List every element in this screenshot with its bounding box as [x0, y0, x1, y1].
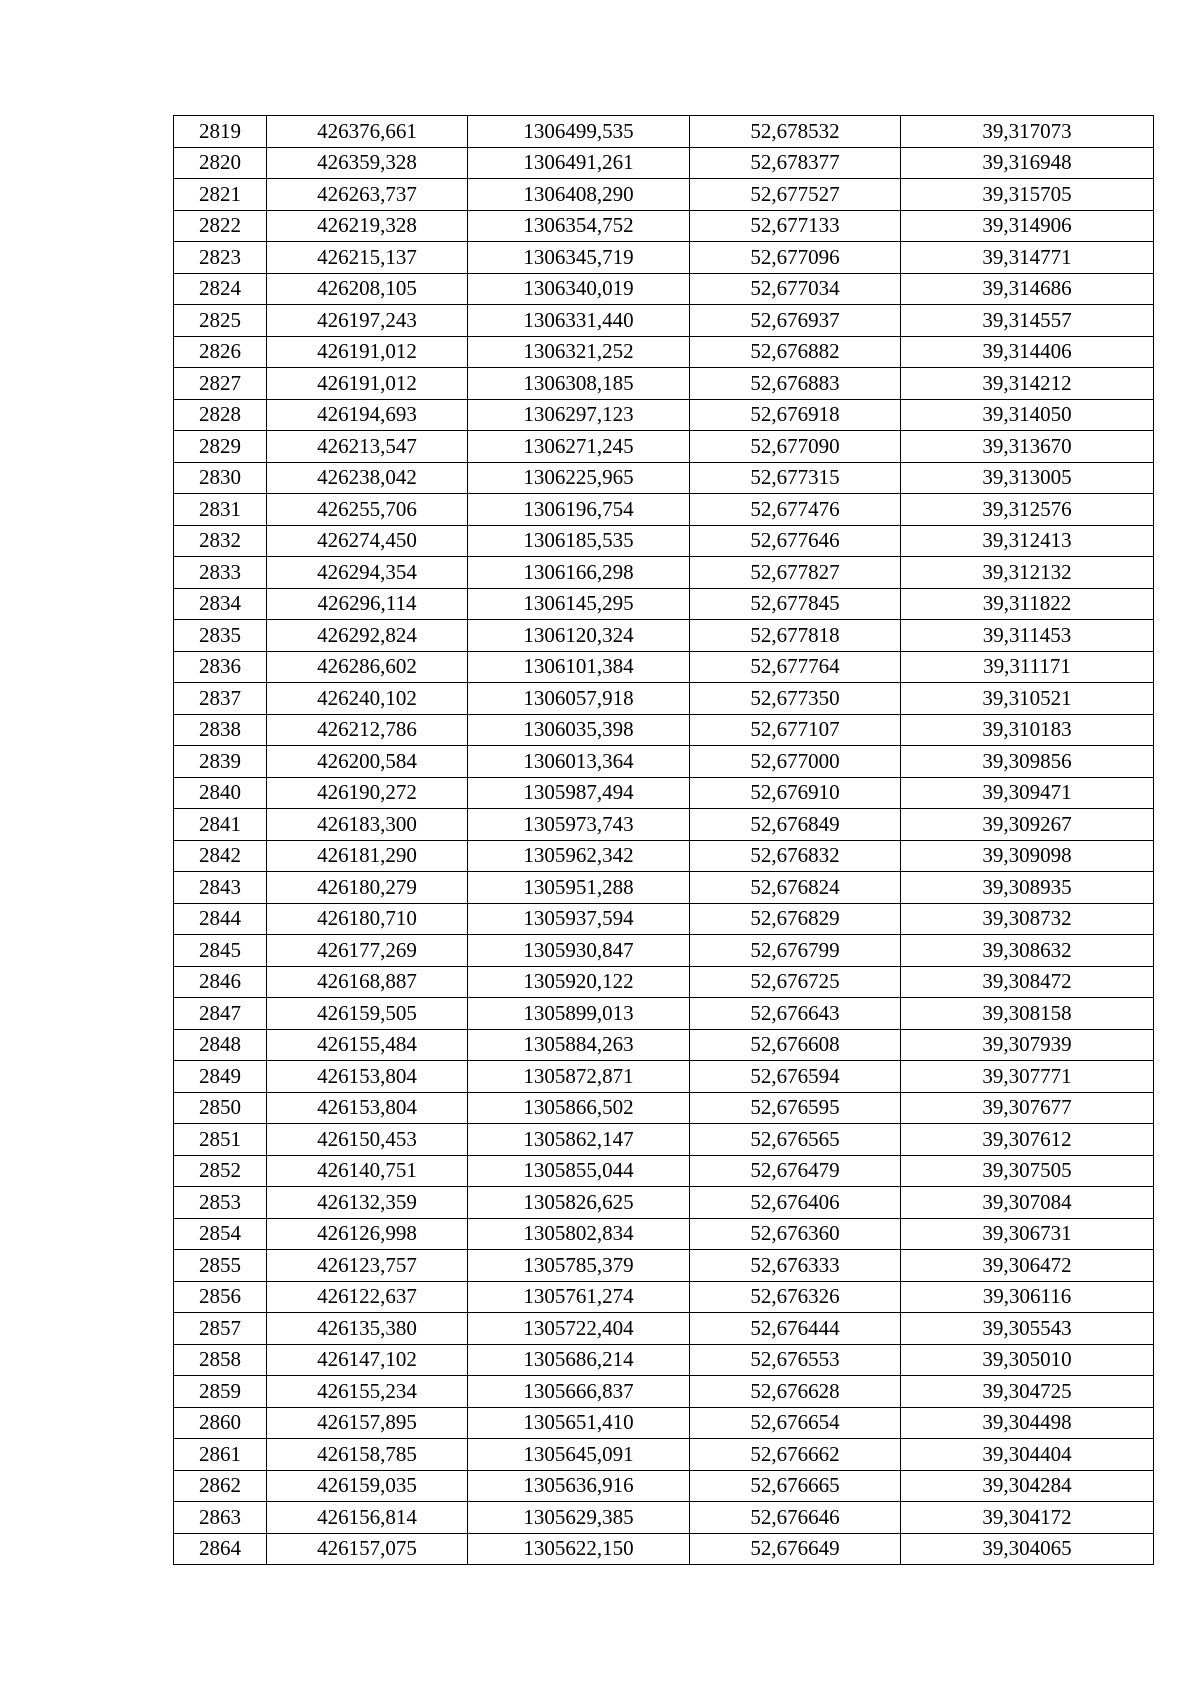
longitude-cell: 39,312413	[901, 525, 1154, 557]
y-coordinate-cell: 1306145,295	[468, 588, 690, 620]
latitude-cell: 52,678532	[690, 116, 901, 148]
point-number-cell: 2849	[174, 1061, 267, 1093]
y-coordinate-cell: 1305636,916	[468, 1470, 690, 1502]
x-coordinate-cell: 426212,786	[267, 714, 468, 746]
x-coordinate-cell: 426158,785	[267, 1439, 468, 1471]
latitude-cell: 52,676326	[690, 1281, 901, 1313]
x-coordinate-cell: 426132,359	[267, 1187, 468, 1219]
point-number-cell: 2852	[174, 1155, 267, 1187]
point-number-cell: 2846	[174, 966, 267, 998]
table-row	[174, 399, 1154, 431]
table-row	[174, 116, 1154, 148]
table-row	[174, 1029, 1154, 1061]
longitude-cell: 39,307612	[901, 1124, 1154, 1156]
latitude-cell: 52,677034	[690, 273, 901, 305]
x-coordinate-cell: 426153,804	[267, 1061, 468, 1093]
latitude-cell: 52,677096	[690, 242, 901, 274]
x-coordinate-cell: 426292,824	[267, 620, 468, 652]
latitude-cell: 52,676824	[690, 872, 901, 904]
longitude-cell: 39,315705	[901, 179, 1154, 211]
point-number-cell: 2848	[174, 1029, 267, 1061]
y-coordinate-cell: 1305666,837	[468, 1376, 690, 1408]
y-coordinate-cell: 1305686,214	[468, 1344, 690, 1376]
table-row	[174, 683, 1154, 715]
table-row	[174, 336, 1154, 368]
y-coordinate-cell: 1306057,918	[468, 683, 690, 715]
x-coordinate-cell: 426122,637	[267, 1281, 468, 1313]
longitude-cell: 39,307939	[901, 1029, 1154, 1061]
point-number-cell: 2830	[174, 462, 267, 494]
x-coordinate-cell: 426157,895	[267, 1407, 468, 1439]
longitude-cell: 39,304284	[901, 1470, 1154, 1502]
y-coordinate-cell: 1306166,298	[468, 557, 690, 589]
y-coordinate-cell: 1305862,147	[468, 1124, 690, 1156]
table-row	[174, 588, 1154, 620]
longitude-cell: 39,304725	[901, 1376, 1154, 1408]
table-row	[174, 935, 1154, 967]
latitude-cell: 52,676553	[690, 1344, 901, 1376]
longitude-cell: 39,304172	[901, 1502, 1154, 1534]
table-row	[174, 1407, 1154, 1439]
latitude-cell: 52,676565	[690, 1124, 901, 1156]
latitude-cell: 52,676595	[690, 1092, 901, 1124]
point-number-cell: 2851	[174, 1124, 267, 1156]
latitude-cell: 52,676918	[690, 399, 901, 431]
x-coordinate-cell: 426255,706	[267, 494, 468, 526]
point-number-cell: 2826	[174, 336, 267, 368]
x-coordinate-cell: 426376,661	[267, 116, 468, 148]
point-number-cell: 2824	[174, 273, 267, 305]
latitude-cell: 52,676594	[690, 1061, 901, 1093]
y-coordinate-cell: 1305951,288	[468, 872, 690, 904]
y-coordinate-cell: 1306345,719	[468, 242, 690, 274]
y-coordinate-cell: 1305962,342	[468, 840, 690, 872]
x-coordinate-cell: 426147,102	[267, 1344, 468, 1376]
point-number-cell: 2861	[174, 1439, 267, 1471]
longitude-cell: 39,314906	[901, 210, 1154, 242]
table-row	[174, 431, 1154, 463]
x-coordinate-cell: 426190,272	[267, 777, 468, 809]
point-number-cell: 2822	[174, 210, 267, 242]
table-row	[174, 620, 1154, 652]
longitude-cell: 39,307084	[901, 1187, 1154, 1219]
latitude-cell: 52,676360	[690, 1218, 901, 1250]
x-coordinate-cell: 426153,804	[267, 1092, 468, 1124]
x-coordinate-cell: 426157,075	[267, 1533, 468, 1565]
y-coordinate-cell: 1306013,364	[468, 746, 690, 778]
latitude-cell: 52,676608	[690, 1029, 901, 1061]
longitude-cell: 39,314406	[901, 336, 1154, 368]
point-number-cell: 2839	[174, 746, 267, 778]
latitude-cell: 52,676882	[690, 336, 901, 368]
table-row	[174, 1344, 1154, 1376]
latitude-cell: 52,676832	[690, 840, 901, 872]
longitude-cell: 39,311171	[901, 651, 1154, 683]
y-coordinate-cell: 1305973,743	[468, 809, 690, 841]
y-coordinate-cell: 1306101,384	[468, 651, 690, 683]
table-row	[174, 746, 1154, 778]
point-number-cell: 2858	[174, 1344, 267, 1376]
table-row	[174, 1281, 1154, 1313]
point-number-cell: 2841	[174, 809, 267, 841]
table-row	[174, 1218, 1154, 1250]
coordinates-table-body	[174, 116, 1154, 1565]
point-number-cell: 2823	[174, 242, 267, 274]
point-number-cell: 2825	[174, 305, 267, 337]
point-number-cell: 2844	[174, 903, 267, 935]
point-number-cell: 2819	[174, 116, 267, 148]
table-row	[174, 210, 1154, 242]
table-row	[174, 1470, 1154, 1502]
x-coordinate-cell: 426150,453	[267, 1124, 468, 1156]
y-coordinate-cell: 1305937,594	[468, 903, 690, 935]
x-coordinate-cell: 426155,234	[267, 1376, 468, 1408]
x-coordinate-cell: 426197,243	[267, 305, 468, 337]
y-coordinate-cell: 1306185,535	[468, 525, 690, 557]
y-coordinate-cell: 1306408,290	[468, 179, 690, 211]
table-row	[174, 147, 1154, 179]
longitude-cell: 39,313670	[901, 431, 1154, 463]
longitude-cell: 39,312132	[901, 557, 1154, 589]
point-number-cell: 2833	[174, 557, 267, 589]
longitude-cell: 39,312576	[901, 494, 1154, 526]
point-number-cell: 2835	[174, 620, 267, 652]
latitude-cell: 52,677107	[690, 714, 901, 746]
latitude-cell: 52,676725	[690, 966, 901, 998]
y-coordinate-cell: 1306225,965	[468, 462, 690, 494]
y-coordinate-cell: 1305802,834	[468, 1218, 690, 1250]
x-coordinate-cell: 426181,290	[267, 840, 468, 872]
longitude-cell: 39,307677	[901, 1092, 1154, 1124]
y-coordinate-cell: 1305920,122	[468, 966, 690, 998]
table-row	[174, 1061, 1154, 1093]
x-coordinate-cell: 426180,710	[267, 903, 468, 935]
table-row	[174, 777, 1154, 809]
x-coordinate-cell: 426123,757	[267, 1250, 468, 1282]
longitude-cell: 39,311822	[901, 588, 1154, 620]
longitude-cell: 39,305543	[901, 1313, 1154, 1345]
point-number-cell: 2854	[174, 1218, 267, 1250]
point-number-cell: 2840	[174, 777, 267, 809]
longitude-cell: 39,317073	[901, 116, 1154, 148]
longitude-cell: 39,308472	[901, 966, 1154, 998]
latitude-cell: 52,676829	[690, 903, 901, 935]
latitude-cell: 52,677000	[690, 746, 901, 778]
x-coordinate-cell: 426274,450	[267, 525, 468, 557]
latitude-cell: 52,677818	[690, 620, 901, 652]
y-coordinate-cell: 1305987,494	[468, 777, 690, 809]
point-number-cell: 2859	[174, 1376, 267, 1408]
table-row	[174, 305, 1154, 337]
table-row	[174, 1124, 1154, 1156]
y-coordinate-cell: 1306340,019	[468, 273, 690, 305]
latitude-cell: 52,677646	[690, 525, 901, 557]
latitude-cell: 52,676799	[690, 935, 901, 967]
x-coordinate-cell: 426213,547	[267, 431, 468, 463]
table-row	[174, 1092, 1154, 1124]
point-number-cell: 2842	[174, 840, 267, 872]
table-row	[174, 809, 1154, 841]
coordinates-table	[173, 115, 1154, 1565]
y-coordinate-cell: 1305866,502	[468, 1092, 690, 1124]
y-coordinate-cell: 1305629,385	[468, 1502, 690, 1534]
y-coordinate-cell: 1305884,263	[468, 1029, 690, 1061]
point-number-cell: 2847	[174, 998, 267, 1030]
x-coordinate-cell: 426159,035	[267, 1470, 468, 1502]
x-coordinate-cell: 426126,998	[267, 1218, 468, 1250]
table-row	[174, 525, 1154, 557]
longitude-cell: 39,307505	[901, 1155, 1154, 1187]
longitude-cell: 39,308935	[901, 872, 1154, 904]
point-number-cell: 2843	[174, 872, 267, 904]
y-coordinate-cell: 1306035,398	[468, 714, 690, 746]
x-coordinate-cell: 426215,137	[267, 242, 468, 274]
y-coordinate-cell: 1306271,245	[468, 431, 690, 463]
latitude-cell: 52,676910	[690, 777, 901, 809]
table-row	[174, 273, 1154, 305]
x-coordinate-cell: 426263,737	[267, 179, 468, 211]
x-coordinate-cell: 426156,814	[267, 1502, 468, 1534]
y-coordinate-cell: 1306308,185	[468, 368, 690, 400]
x-coordinate-cell: 426359,328	[267, 147, 468, 179]
table-row	[174, 714, 1154, 746]
latitude-cell: 52,676937	[690, 305, 901, 337]
longitude-cell: 39,310183	[901, 714, 1154, 746]
latitude-cell: 52,676643	[690, 998, 901, 1030]
longitude-cell: 39,309856	[901, 746, 1154, 778]
longitude-cell: 39,310521	[901, 683, 1154, 715]
table-row	[174, 1502, 1154, 1534]
point-number-cell: 2832	[174, 525, 267, 557]
table-row	[174, 998, 1154, 1030]
table-row	[174, 903, 1154, 935]
latitude-cell: 52,676646	[690, 1502, 901, 1534]
latitude-cell: 52,676883	[690, 368, 901, 400]
table-row	[174, 462, 1154, 494]
x-coordinate-cell: 426286,602	[267, 651, 468, 683]
latitude-cell: 52,677133	[690, 210, 901, 242]
latitude-cell: 52,676406	[690, 1187, 901, 1219]
point-number-cell: 2837	[174, 683, 267, 715]
y-coordinate-cell: 1306321,252	[468, 336, 690, 368]
point-number-cell: 2860	[174, 1407, 267, 1439]
longitude-cell: 39,306116	[901, 1281, 1154, 1313]
table-row	[174, 1250, 1154, 1282]
y-coordinate-cell: 1305899,013	[468, 998, 690, 1030]
table-row	[174, 1533, 1154, 1565]
latitude-cell: 52,677827	[690, 557, 901, 589]
x-coordinate-cell: 426200,584	[267, 746, 468, 778]
y-coordinate-cell: 1305930,847	[468, 935, 690, 967]
y-coordinate-cell: 1305761,274	[468, 1281, 690, 1313]
table-row	[174, 1376, 1154, 1408]
point-number-cell: 2821	[174, 179, 267, 211]
x-coordinate-cell: 426238,042	[267, 462, 468, 494]
table-row	[174, 1313, 1154, 1345]
y-coordinate-cell: 1305785,379	[468, 1250, 690, 1282]
longitude-cell: 39,314686	[901, 273, 1154, 305]
table-row	[174, 242, 1154, 274]
x-coordinate-cell: 426191,012	[267, 336, 468, 368]
point-number-cell: 2827	[174, 368, 267, 400]
longitude-cell: 39,306731	[901, 1218, 1154, 1250]
longitude-cell: 39,314050	[901, 399, 1154, 431]
x-coordinate-cell: 426183,300	[267, 809, 468, 841]
point-number-cell: 2850	[174, 1092, 267, 1124]
table-row	[174, 368, 1154, 400]
x-coordinate-cell: 426159,505	[267, 998, 468, 1030]
point-number-cell: 2845	[174, 935, 267, 967]
point-number-cell: 2834	[174, 588, 267, 620]
x-coordinate-cell: 426168,887	[267, 966, 468, 998]
point-number-cell: 2862	[174, 1470, 267, 1502]
latitude-cell: 52,678377	[690, 147, 901, 179]
latitude-cell: 52,677350	[690, 683, 901, 715]
table-row	[174, 1439, 1154, 1471]
latitude-cell: 52,677476	[690, 494, 901, 526]
longitude-cell: 39,307771	[901, 1061, 1154, 1093]
longitude-cell: 39,316948	[901, 147, 1154, 179]
latitude-cell: 52,677315	[690, 462, 901, 494]
point-number-cell: 2820	[174, 147, 267, 179]
longitude-cell: 39,314771	[901, 242, 1154, 274]
y-coordinate-cell: 1305872,871	[468, 1061, 690, 1093]
x-coordinate-cell: 426180,279	[267, 872, 468, 904]
y-coordinate-cell: 1306491,261	[468, 147, 690, 179]
latitude-cell: 52,676649	[690, 1533, 901, 1565]
latitude-cell: 52,677764	[690, 651, 901, 683]
point-number-cell: 2856	[174, 1281, 267, 1313]
y-coordinate-cell: 1305722,404	[468, 1313, 690, 1345]
point-number-cell: 2828	[174, 399, 267, 431]
latitude-cell: 52,676662	[690, 1439, 901, 1471]
table-row	[174, 840, 1154, 872]
y-coordinate-cell: 1305651,410	[468, 1407, 690, 1439]
longitude-cell: 39,308158	[901, 998, 1154, 1030]
table-row	[174, 557, 1154, 589]
longitude-cell: 39,308632	[901, 935, 1154, 967]
point-number-cell: 2836	[174, 651, 267, 683]
x-coordinate-cell: 426155,484	[267, 1029, 468, 1061]
y-coordinate-cell: 1306331,440	[468, 305, 690, 337]
y-coordinate-cell: 1306354,752	[468, 210, 690, 242]
point-number-cell: 2864	[174, 1533, 267, 1565]
longitude-cell: 39,314557	[901, 305, 1154, 337]
longitude-cell: 39,313005	[901, 462, 1154, 494]
longitude-cell: 39,314212	[901, 368, 1154, 400]
longitude-cell: 39,309471	[901, 777, 1154, 809]
longitude-cell: 39,305010	[901, 1344, 1154, 1376]
x-coordinate-cell: 426294,354	[267, 557, 468, 589]
table-row	[174, 872, 1154, 904]
point-number-cell: 2857	[174, 1313, 267, 1345]
latitude-cell: 52,677527	[690, 179, 901, 211]
latitude-cell: 52,676479	[690, 1155, 901, 1187]
table-row	[174, 1187, 1154, 1219]
latitude-cell: 52,676444	[690, 1313, 901, 1345]
x-coordinate-cell: 426208,105	[267, 273, 468, 305]
latitude-cell: 52,676333	[690, 1250, 901, 1282]
y-coordinate-cell: 1306196,754	[468, 494, 690, 526]
latitude-cell: 52,676849	[690, 809, 901, 841]
x-coordinate-cell: 426177,269	[267, 935, 468, 967]
latitude-cell: 52,677090	[690, 431, 901, 463]
longitude-cell: 39,306472	[901, 1250, 1154, 1282]
point-number-cell: 2855	[174, 1250, 267, 1282]
y-coordinate-cell: 1305622,150	[468, 1533, 690, 1565]
point-number-cell: 2838	[174, 714, 267, 746]
table-row	[174, 1155, 1154, 1187]
y-coordinate-cell: 1306499,535	[468, 116, 690, 148]
x-coordinate-cell: 426135,380	[267, 1313, 468, 1345]
latitude-cell: 52,677845	[690, 588, 901, 620]
latitude-cell: 52,676628	[690, 1376, 901, 1408]
y-coordinate-cell: 1306297,123	[468, 399, 690, 431]
y-coordinate-cell: 1305826,625	[468, 1187, 690, 1219]
table-row	[174, 494, 1154, 526]
longitude-cell: 39,311453	[901, 620, 1154, 652]
y-coordinate-cell: 1306120,324	[468, 620, 690, 652]
x-coordinate-cell: 426296,114	[267, 588, 468, 620]
point-number-cell: 2853	[174, 1187, 267, 1219]
x-coordinate-cell: 426219,328	[267, 210, 468, 242]
x-coordinate-cell: 426140,751	[267, 1155, 468, 1187]
latitude-cell: 52,676654	[690, 1407, 901, 1439]
table-row	[174, 651, 1154, 683]
longitude-cell: 39,309098	[901, 840, 1154, 872]
point-number-cell: 2829	[174, 431, 267, 463]
table-row	[174, 179, 1154, 211]
point-number-cell: 2863	[174, 1502, 267, 1534]
longitude-cell: 39,304404	[901, 1439, 1154, 1471]
point-number-cell: 2831	[174, 494, 267, 526]
latitude-cell: 52,676665	[690, 1470, 901, 1502]
longitude-cell: 39,309267	[901, 809, 1154, 841]
longitude-cell: 39,304065	[901, 1533, 1154, 1565]
longitude-cell: 39,304498	[901, 1407, 1154, 1439]
x-coordinate-cell: 426191,012	[267, 368, 468, 400]
longitude-cell: 39,308732	[901, 903, 1154, 935]
x-coordinate-cell: 426194,693	[267, 399, 468, 431]
y-coordinate-cell: 1305645,091	[468, 1439, 690, 1471]
y-coordinate-cell: 1305855,044	[468, 1155, 690, 1187]
x-coordinate-cell: 426240,102	[267, 683, 468, 715]
table-row	[174, 966, 1154, 998]
